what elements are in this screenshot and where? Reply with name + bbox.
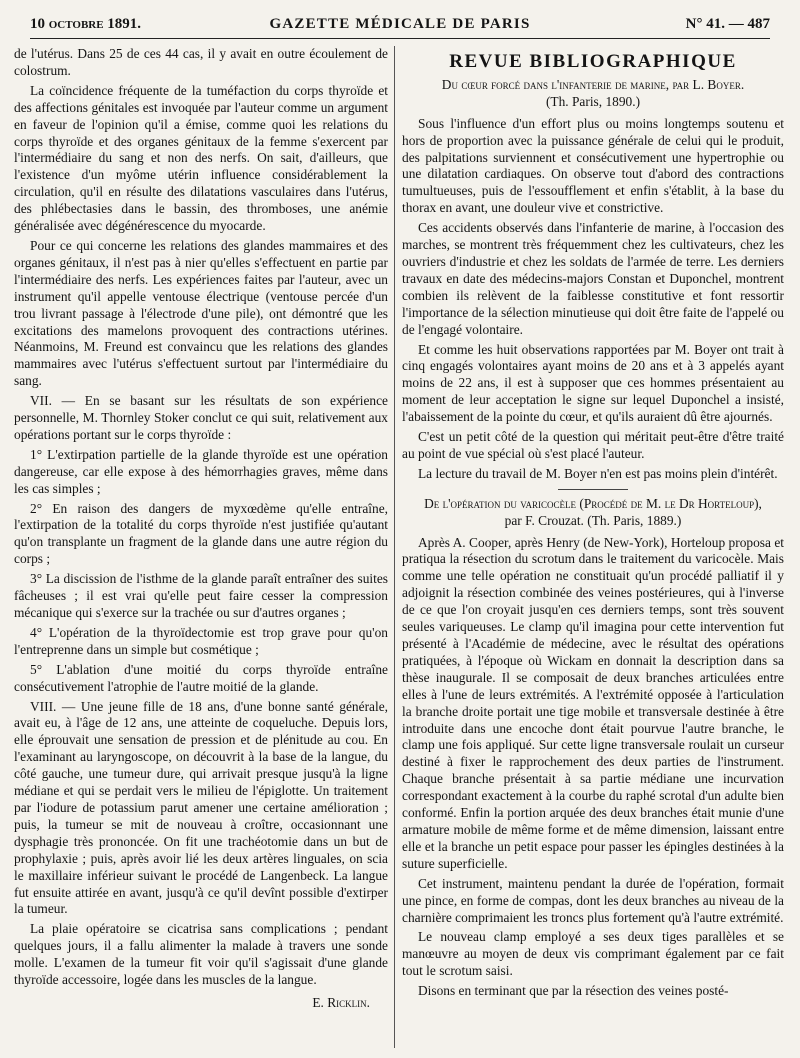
conclusion-item-3: 3° La discission de l'isthme de la glande paraît entraîner des suites fâcheuses ; il est vrai qu'elle peut faire cesser la compression mécanique qui s'exerce sur la trachée ou sur d'autres organes ; [14,571,388,620]
review-paragraph: Cet instrument, maintenu pendant la durée de l'opération, formait une pince, en forme de compas, dont les deux branches au niveau de la charnière comprimaient les troncs plus fortement qu'à l'autre extrémité. [402,875,784,925]
paragraph-mammary-glands: Pour ce qui concerne les relations des glandes mammaires et des organes génitaux, il n'est pas à nier qu'elles s'effectuent en partie par l'intermédiaire des nerfs. Les expériences faites par l'auteur, avec un instrument qu'il appelle ventouse électrique (ventouse percée d'un trou livrant passage à l'électrode d'une pile), ont démontré que les excitations des mamelons provoquent des contractions utérines. Néanmoins, M. Freund est convaincu que les relations des glandes mammaires avec l'utérus s'effectuent surtout par l'intermédiaire du sang. [14,237,388,389]
review-paragraph: Disons en terminant que par la résection des veines posté- [418,983,729,999]
paragraph-section-viii: VIII. — Une jeune fille de 18 ans, d'une bonne santé générale, avait eu, à l'âge de 12 ans, une atteinte de coqueluche. Depuis lors, elle éprouvait une sensation de pression et de plénitude au cou. En l'examinant au laryngoscope, on découvrit à la base de la langue, du côté gauche, une tumeur dure, qui arrivait presque jusqu'à la ligne médiane et qui se perdait vers le milieu de l'épiglotte. Un traitement par l'iodure de potassium parut amener une certaine amélioration ; puis, la tumeur se mit de nouveau à croître, occasionnant une dysphagie très prononcée. On fit une trachéotomie dans un but de prophylaxie ; puis, après avoir lié les deux artères linguales, on scia le maxillaire inférieur suivant le procédé de Langenbeck. La langue fut ensuite attirée en avant, jusqu'à ce qu'il devînt possible d'extirper la tumeur. [14,698,388,917]
paragraph-wound-healing: La plaie opératoire se cicatrisa sans complications ; pendant quelques jours, il a fallu alimenter la malade à travers une sonde molle. L'examen de la tumeur fit voir qu'il s'agissait d'une glande thyroïde accessoire, logée dans les muscles de la langue. [14,921,388,988]
journal-title: GAZETTE MÉDICALE DE PARIS [269,16,531,32]
review-paragraph: Et comme les huit observations rapportées par M. Boyer ont trait à cinq engagés volontaires ayant moins de 20 ans et à 3 appelés ayant moins de 22 ans, il est à supposer que ces hommes présentaient au moment de leur acceptation le signe sur lequel Duponchel a insisté, l'abaissement de la pointe du cœur, et qu'ils auraient dû être ajournés. [402,341,784,425]
conclusion-item-2: 2° En raison des dangers de myxœdème qu'elle entraîne, l'extirpation de la totalité du corps thyroïde n'est justifiée qu'autant qu'on transplante un fragment de la glande dans une autre région du corps ; [14,500,388,567]
section-title: REVUE BIBLIOGRAPHIQUE [449,51,737,72]
review-paragraph: Sous l'influence d'un effort plus ou moins longtemps soutenu et hors de proportion avec la puissance générale de celui qui le produit, des palpitations surviennent et consécutivement une hypertrophie ou une dilatation cardiaques. On observe tout d'abord des contractions tumultueuses, puis de l'essoufflement et enfin s'établit, à la base du thorax en avant, une douleur vive et constrictive. [402,115,784,216]
review-reference [402,77,784,111]
issue-page-number: N° 41. — 487 [685,16,770,32]
column-divider [394,46,395,1048]
right-column [402,46,784,1050]
review-title: De l'opération du varicocèle (Procédé de M. le Dr Horteloup), [424,495,762,511]
review-paragraph: Le nouveau clamp employé a ses deux tiges parallèles et se manœuvre au moyen de deux vis comprimant également par ce fait tout le scrotum saisi. [402,929,784,979]
author-signature: E. Ricklin. [312,994,370,1010]
page-header [30,16,770,39]
paragraph-section-vii: VII. — En se basant sur les résultats de son expérience personnelle, M. Thornley Stoker conclut ce qui suit, relativement aux opérations portant sur le corps thyroïde : [14,393,388,442]
left-column [14,46,388,1050]
review-paragraph: Après A. Cooper, après Henry (de New-York), Horteloup proposa et pratiqua la résection du scrotum dans le traitement du varicocèle. Mais comme une telle opération ne constituait qu'un procédé palliatif il y adjoignit la résection combinée des veines postérieures, qui à l'inverse de ce que l'on croyait jusqu'en ces derniers temps, sont très souvent seules variqueuses. Le clamp qu'il imagina pour cette intervention fut présenté à l'Académie de médecine, avec le résultat des opérations pratiquées, à l'époque où Wickam en donnait la description dans sa thèse inaugurale. Il se composait de deux branches articulées entre elles à l'une de leurs extrémités. A l'extrémité opposée à l'articulation la branche droite portait une tige mobile et transversale destinée à être introduite dans une encoche dont était pourvue l'autre branche, le clamp une fois appliqué. Sur cette ligne transversale roulait un curseur destiné à fixer le rapprochement des deux parties de l'instrument. Chaque branche présentait à sa partie médiane une incurvation correspondant exactement à la courbe du raphé scrotal d'un adulte bien conformé. Enfin la portion arquée des deux branches était munie d'une armature mobile de même forme et de même dimension, laissant entre elle et la branche un petit espace pour passer les épingles destinées à la suture superficielle. [402,534,784,871]
review-reference [402,496,784,530]
conclusion-item-5: 5° L'ablation d'une moitié du corps thyroïde entraîne consécutivement l'atrophie de l'autre moitié de la glande. [14,661,388,694]
review-paragraph: Ces accidents observés dans l'infanterie de marine, à l'occasion des marches, se montrent très fréquemment chez les cultivateurs, chez les ouvriers d'industrie et chez les soldats de l'armée de terre. Les derniers travaux en date des médecins-majors Constan et Duponchel, montrent combien ils relèvent de la faiblesse constitutive et font ressortir l'importance de la sélection minutieuse qui doit être faite de l'appelé ou de l'engagé volontaire. [402,220,784,337]
paragraph-thyroid-genital: La coïncidence fréquente de la tuméfaction du corps thyroïde et des affections génitales est invoquée par l'auteur comme un argument en faveur de l'opinion qu'il a émise, comme quoi les relations du corps thyroïde et des organes génitaux de la femme s'exercent par l'intermédiaire du sang et non des nerfs. On sait, d'ailleurs, que l'existence d'un myôme utérin influence considérablement la circulation, qu'il en résulte des dilatations vasculaires dans l'utérus, des phlébectasies dans le bassin, des thromboses, une anémie généralisée avec dégénérescence du myocarde. [14,82,388,234]
review-paragraph: C'est un petit côté de la question qui méritait peut-être d'être traité au point de vue spécial où s'est placé l'auteur. [402,429,784,461]
issue-date: 10 octobre 1891. [30,16,142,32]
review-paragraph: La lecture du travail de M. Boyer n'en est pas moins plein d'intérêt. [418,465,778,481]
review-source: (Th. Paris, 1890.) [545,93,641,109]
review-source: par F. Crouzat. (Th. Paris, 1889.) [504,512,682,528]
paragraph-continued: de l'utérus. Dans 25 de ces 44 cas, il y avait en outre écoulement de colostrum. [14,46,388,78]
review-separator [558,489,628,490]
conclusion-item-4: 4° L'opération de la thyroïdectomie est trop grave pour qu'on l'entreprenne dans un simple but cosmétique ; [14,624,388,657]
conclusion-item-1: 1° L'extirpation partielle de la glande thyroïde est une opération dangereuse, car elle expose à des hémorrhagies graves, même dans les cas simples ; [14,446,388,496]
review-title: Du cœur forcé dans l'infanterie de marine, par L. Boyer. [441,76,745,92]
